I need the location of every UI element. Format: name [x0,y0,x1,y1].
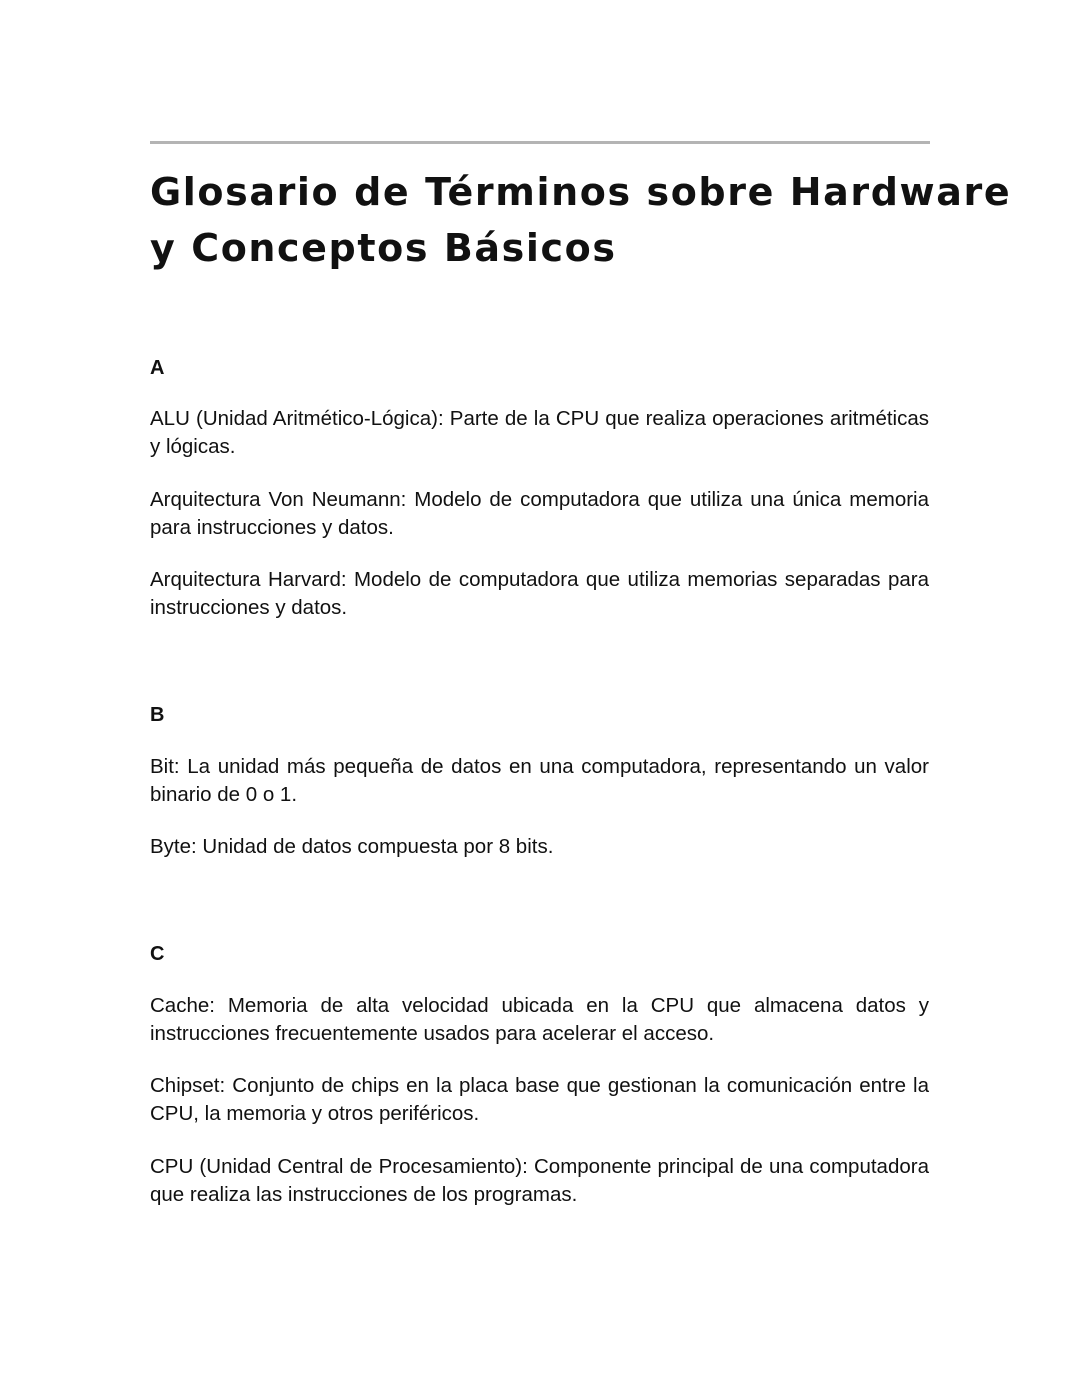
glossary-entry-byte: Byte: Unidad de datos compuesta por 8 bits. [150,835,554,858]
glossary-entry-alu: ALU (Unidad Aritmético-Lógica): Parte de la CPU que realiza operaciones aritméticas y lógicas. [150,407,929,458]
section-heading-a: A [150,357,165,379]
glossary-entry-cpu: CPU (Unidad Central de Procesamiento): Componente principal de una computadora que realiza las instrucciones de los programas. [150,1155,929,1206]
glossary-entry-chipset: Chipset: Conjunto de chips en la placa base que gestionan la comunicación entre la CPU, la memoria y otros periféricos. [150,1074,929,1125]
glossary-entry-harvard: Arquitectura Harvard: Modelo de computadora que utiliza memorias separadas para instrucciones y datos. [150,568,929,619]
glossary-entry-cache: Cache: Memoria de alta velocidad ubicada en la CPU que almacena datos y instrucciones frecuentemente usados para acelerar el acceso. [150,994,929,1045]
glossary-entry-von-neumann: Arquitectura Von Neumann: Modelo de computadora que utiliza una única memoria para instrucciones y datos. [150,488,929,539]
page-title-line-2: y Conceptos Básicos [150,226,617,270]
section-heading-b: B [150,704,165,726]
section-heading-c: C [150,943,165,965]
horizontal-divider [150,141,930,144]
page-title-line-1: Glosario de Términos sobre Hardware [150,170,1012,214]
page-title [150,164,1012,276]
glossary-entry-bit: Bit: La unidad más pequeña de datos en una computadora, representando un valor binario de 0 o 1. [150,755,929,806]
